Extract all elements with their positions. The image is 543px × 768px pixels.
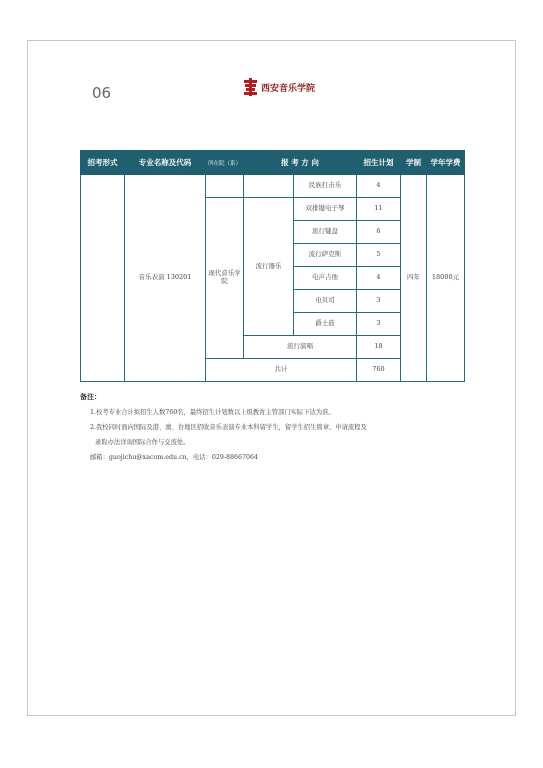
note-line-2-continued: 录取办法详询国际合作与交流处。 — [95, 439, 190, 446]
category-cell: 流行器乐 — [244, 198, 294, 336]
plan-cell: 11 — [357, 198, 401, 221]
direction-cell: 双排键电子琴 — [294, 198, 357, 221]
duration-cell: 四年 — [401, 175, 427, 382]
notes-title: 备注： — [80, 393, 101, 401]
direction-cell: 电声吉他 — [294, 267, 357, 290]
category-blank-cell — [244, 175, 294, 198]
tuition-cell: 18000元 — [427, 175, 465, 382]
direction-cell: 民族打击乐 — [294, 175, 357, 198]
plan-cell: 6 — [357, 221, 401, 244]
college-blank-cell — [206, 175, 244, 198]
plan-cell: 5 — [357, 244, 401, 267]
total-cell: 760 — [357, 359, 401, 382]
college-cell: 现代音乐学院 — [206, 198, 244, 359]
header-duration: 学制 — [401, 151, 427, 175]
notes-section — [80, 390, 460, 465]
admissions-table — [80, 150, 465, 382]
plan-cell: 3 — [357, 290, 401, 313]
school-logo — [244, 77, 334, 97]
table-row — [81, 175, 465, 198]
header-plan: 招生计划 — [357, 151, 401, 175]
plan-cell: 18 — [357, 336, 401, 359]
contact-line: 邮箱：guojichu@xacom.edu.cn，电话：029-88667064 — [90, 454, 259, 461]
vocal-direction-cell: 流行演唱 — [244, 336, 357, 359]
header-tuition: 学年学费 — [427, 151, 465, 175]
note-line-2: 2.我校同时面向国际及港、澳、台地区招收音乐表演专业本科留学生，留学生招生简章、申请流程及 — [90, 424, 367, 431]
direction-cell: 流行萨克斯 — [294, 244, 357, 267]
table-header-row — [81, 151, 465, 175]
total-label-cell: 共计 — [206, 359, 357, 382]
page-number: 06 — [92, 84, 112, 102]
logo-text: 西安音乐学院 — [261, 83, 316, 94]
header-direction: 报 考 方 向 — [244, 151, 357, 175]
major-cell: 音乐表演 130201 — [125, 175, 206, 382]
plan-cell: 3 — [357, 313, 401, 336]
note-line-1: 1.校考专业合计拟招生人数760名，最终招生计划数以上级教育主管部门实际下达为准。 — [90, 409, 335, 416]
exam-form-cell — [81, 175, 125, 382]
school-emblem-icon — [244, 78, 257, 96]
header-college: 所在院（系） — [206, 151, 244, 175]
header-major-name: 专业名称及代码 — [125, 151, 206, 175]
direction-cell: 爵士鼓 — [294, 313, 357, 336]
plan-cell: 4 — [357, 267, 401, 290]
header-exam-form: 招考形式 — [81, 151, 125, 175]
direction-cell: 流行键盘 — [294, 221, 357, 244]
direction-cell: 电贝司 — [294, 290, 357, 313]
plan-cell: 4 — [357, 175, 401, 198]
